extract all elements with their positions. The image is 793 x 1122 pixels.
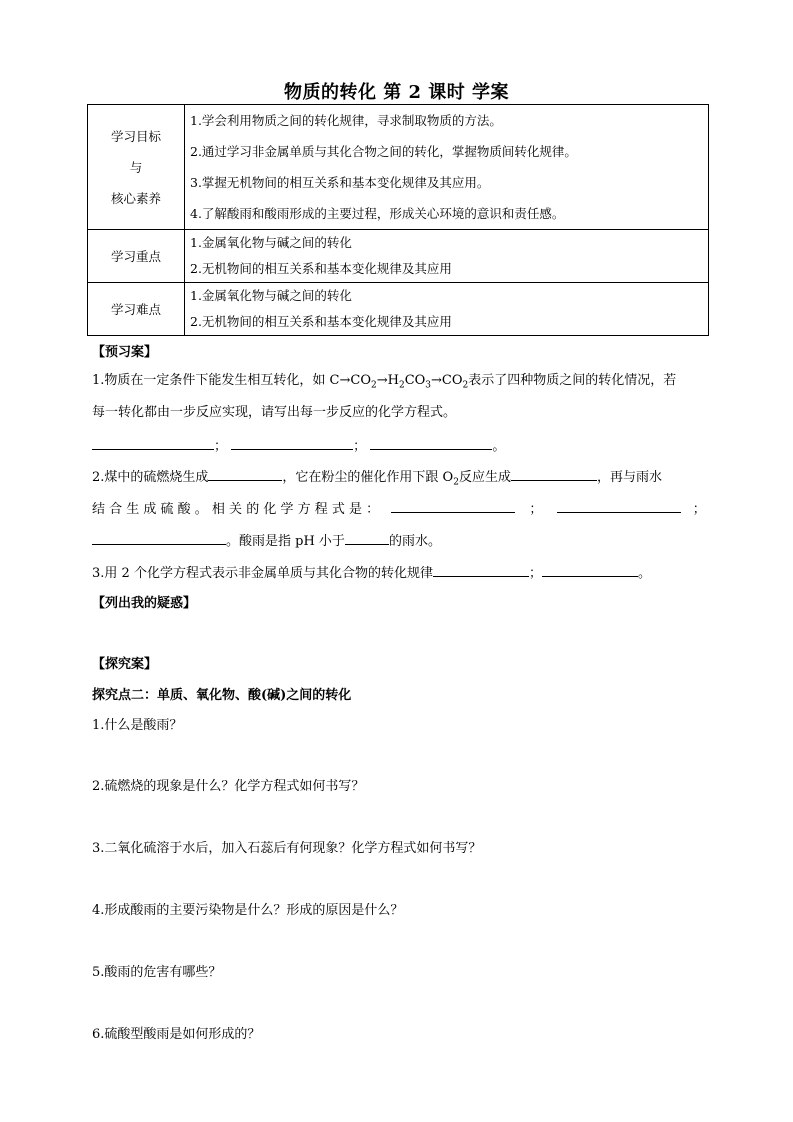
end-mark: 。 — [492, 439, 506, 454]
explore-question: 6.硫酸型酸雨是如何形成的？ — [92, 1027, 261, 1042]
q1-suffix: 表示了四种物质之间的转化情况，若 — [468, 373, 677, 388]
q2-text: 2.煤中的硫燃烧生成 — [92, 470, 209, 485]
answer-blank[interactable] — [345, 530, 389, 545]
q2-text: ，它在粉尘的催化作用下跟 O — [282, 470, 454, 485]
difficulties-row — [88, 283, 709, 336]
explore-question: 3.二氧化硫溶于水后，加入石蕊后有何现象？化学方程式如何书写？ — [92, 841, 482, 856]
separator: ； — [528, 566, 542, 581]
answer-blank[interactable] — [208, 466, 282, 481]
separator: ； — [214, 439, 228, 454]
preview-q1-line1 — [92, 371, 676, 396]
answer-blank[interactable] — [92, 530, 226, 545]
separator: ； — [353, 439, 367, 454]
end-mark: 。 — [637, 566, 651, 581]
key-points-content — [185, 230, 709, 283]
difficulty-item: 1.金属氧化物与碱之间的转化 — [190, 288, 352, 303]
q2-text: 的雨水。 — [388, 534, 441, 549]
q2-text: ，再与雨水 — [596, 470, 662, 485]
subscript: 2 — [453, 477, 459, 488]
preview-q2-line1 — [92, 466, 662, 493]
explore-question: 4.形成酸雨的主要污染物是什么？形成的原因是什么？ — [92, 903, 404, 918]
subscript: 2 — [462, 380, 469, 391]
objectives-table — [87, 104, 709, 336]
preview-q2-line3 — [92, 530, 441, 552]
preview-heading: 【预习案】 — [92, 345, 158, 360]
explore-heading: 【探究案】 — [92, 657, 158, 672]
objectives-content — [185, 105, 709, 230]
objectives-row — [88, 105, 709, 230]
label-line: 与 — [129, 159, 143, 175]
q1-mid: →CO — [431, 373, 463, 388]
answer-blank[interactable] — [231, 435, 353, 450]
key-points-label: 学习重点 — [88, 230, 185, 283]
q3-text: 3.用 2 个化学方程式表示非金属单质与其化合物的转化规律 — [92, 566, 433, 581]
difficulties-content — [185, 283, 709, 336]
q1-prefix: 1.物质在一定条件下能发生相互转化，如 C→CO — [92, 373, 371, 388]
q1-mid: CO — [404, 373, 426, 388]
answer-blank[interactable] — [370, 435, 492, 450]
answer-blank[interactable] — [557, 498, 681, 513]
answer-blank[interactable] — [92, 435, 214, 450]
subscript: 2 — [398, 380, 405, 391]
answer-blank[interactable] — [391, 498, 515, 513]
subscript: 3 — [425, 380, 432, 391]
key-point-item: 2.无机物间的相互关系和基本变化规律及其应用 — [190, 261, 452, 276]
objective-item: 1.学会利用物质之间的转化规律，寻求制取物质的方法。 — [190, 113, 502, 128]
answer-blank[interactable] — [433, 562, 529, 577]
explore-question: 2.硫燃烧的现象是什么？化学方程式如何书写？ — [92, 779, 365, 794]
preview-q1-line2: 每一转化都由一步反应实现，请写出每一步反应的化学方程式。 — [92, 405, 457, 420]
objective-item: 4.了解酸雨和酸雨形成的主要过程，形成关心环境的意识和责任感。 — [190, 206, 565, 221]
answer-blank[interactable] — [542, 562, 638, 577]
key-point-item: 1.金属氧化物与碱之间的转化 — [190, 235, 352, 250]
objective-item: 3.掌握无机物间的相互关系和基本变化规律及其应用。 — [190, 175, 490, 190]
objective-item: 2.通过学习非金属单质与其化合物之间的转化，掌握物质间转化规律。 — [190, 144, 577, 159]
page-title: 物质的转化 第 2 课时 学案 — [283, 82, 510, 103]
separator: ； — [529, 502, 543, 517]
q2-text: 。酸雨是指 pH 小于 — [226, 534, 345, 549]
preview-q3 — [92, 562, 651, 584]
preview-q1-answers — [92, 435, 505, 457]
explore-subheading: 探究点二：单质、氧化物、酸(碱)之间的转化 — [92, 688, 352, 703]
label-line: 学习目标 — [110, 128, 161, 144]
doubts-heading: 【列出我的疑惑】 — [92, 596, 197, 611]
objectives-label — [88, 105, 185, 230]
q1-mid: →H — [376, 373, 399, 388]
key-points-row — [88, 230, 709, 283]
difficulty-item: 2.无机物间的相互关系和基本变化规律及其应用 — [190, 314, 452, 329]
subscript: 2 — [370, 380, 377, 391]
preview-q2-line2 — [92, 498, 706, 520]
answer-blank[interactable] — [511, 466, 597, 481]
q2-text: 结 合 生 成 硫 酸 。 相 关 的 化 学 方 程 式 是 ： — [92, 502, 380, 517]
q2-text: 反应生成 — [458, 470, 511, 485]
explore-question: 1.什么是酸雨？ — [92, 718, 183, 733]
label-line: 核心素养 — [110, 190, 161, 206]
separator: ； — [692, 502, 706, 517]
difficulties-label: 学习难点 — [88, 283, 185, 336]
explore-question: 5.酸雨的危害有哪些？ — [92, 965, 222, 980]
